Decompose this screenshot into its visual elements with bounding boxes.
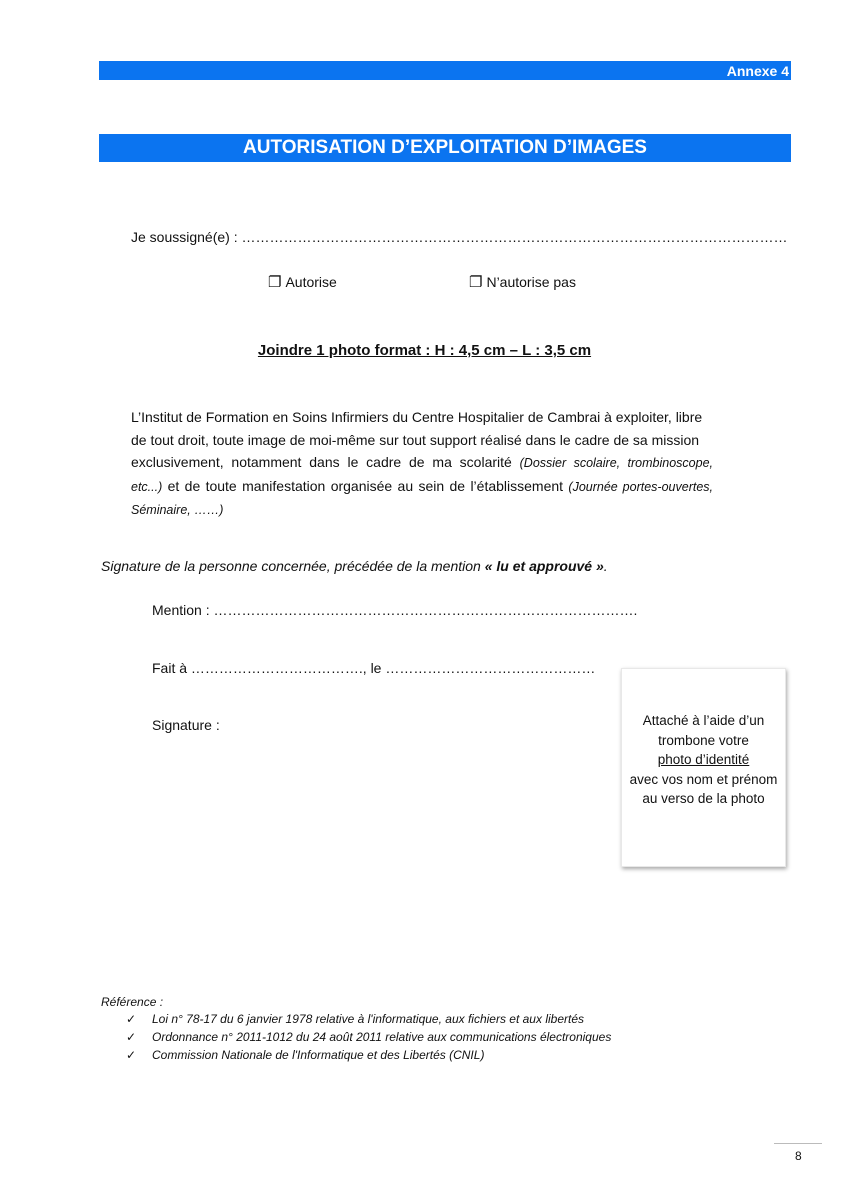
- paragraph-italic: (Journée portes-ouvertes,: [568, 479, 713, 494]
- photo-box-line: Attaché à l’aide d’un: [642, 713, 765, 728]
- page-number: 8: [795, 1149, 802, 1163]
- checkbox-icon[interactable]: ❐: [268, 274, 282, 291]
- photo-box-line: avec vos nom et prénom: [629, 771, 778, 787]
- annex-label: Annexe 4: [726, 63, 789, 79]
- signature-label: Signature :: [152, 717, 220, 733]
- photo-box-line: au verso de la photo: [642, 791, 765, 806]
- paragraph-line: [131, 475, 713, 499]
- references-heading: Référence :: [101, 995, 164, 1009]
- photo-box-line: trombone votre: [658, 732, 749, 748]
- paragraph-italic: (Dossier scolaire, trombinoscope,: [519, 456, 713, 470]
- signature-mention-text: Signature de la personne concernée, précédée de la mention: [101, 558, 481, 574]
- undersigned-dots[interactable]: ………………………………………………………………………………………………………: [241, 229, 788, 245]
- footer-divider: [774, 1143, 822, 1144]
- paragraph-line: [131, 451, 713, 475]
- authorization-paragraph: [131, 406, 713, 522]
- checkbox-icon[interactable]: ❐: [469, 274, 483, 291]
- paragraph-line: de tout droit, toute image de moi-même sur tout support réalisé dans le cadre de sa mission: [131, 431, 700, 448]
- reference-text: Ordonnance n° 2011-1012 du 24 août 2011 relative aux communications électroniques: [152, 1030, 612, 1044]
- checkmark-icon: ✓: [126, 1030, 137, 1044]
- signature-mention-suffix: .: [603, 558, 608, 574]
- option-not-authorize-label: N’autorise pas: [486, 274, 576, 290]
- photo-format-instruction: Joindre 1 photo format : H : 4,5 cm – L : 3,5 cm: [257, 342, 592, 359]
- annex-header-bar: [99, 61, 791, 80]
- option-authorize[interactable]: [268, 273, 337, 291]
- checkmark-icon: ✓: [126, 1048, 137, 1062]
- mention-field[interactable]: Mention : ……………………………………………………………………………….: [152, 602, 638, 618]
- paragraph-text: et de toute manifestation organisée au sein de l’établissement: [167, 477, 564, 494]
- undersigned-line: [131, 229, 788, 245]
- paragraph-line: [131, 498, 713, 522]
- option-authorize-label: Autorise: [285, 274, 337, 290]
- paragraph-italic: etc...): [131, 479, 163, 494]
- place-date-field[interactable]: Fait à ………………………………., le ………………………………………: [152, 660, 596, 676]
- photo-attachment-box: [621, 668, 786, 867]
- option-not-authorize[interactable]: [469, 273, 576, 291]
- reference-item: [126, 1012, 584, 1026]
- reference-item: [126, 1030, 611, 1044]
- paragraph-line: L’Institut de Formation en Soins Infirmiers du Centre Hospitalier de Cambrai à exploiter, libre: [131, 409, 703, 425]
- reference-item: [126, 1048, 484, 1062]
- paragraph-italic: Séminaire, ……): [131, 503, 224, 517]
- photo-box-line: photo d’identité: [657, 752, 750, 767]
- checkmark-icon: ✓: [126, 1012, 137, 1026]
- reference-text: Commission Nationale de l'Informatique et des Libertés (CNIL): [152, 1048, 485, 1062]
- paragraph-text: exclusivement, notamment dans le cadre de ma scolarité: [131, 454, 512, 470]
- document-title: AUTORISATION D’EXPLOITATION D’IMAGES: [99, 134, 791, 162]
- signature-mention-instruction: [101, 558, 608, 574]
- signature-mention-bold: « lu et approuvé »: [484, 558, 604, 574]
- reference-text: Loi n° 78-17 du 6 janvier 1978 relative à l'informatique, aux fichiers et aux libertés: [152, 1012, 584, 1026]
- undersigned-label: Je soussigné(e) :: [131, 229, 238, 245]
